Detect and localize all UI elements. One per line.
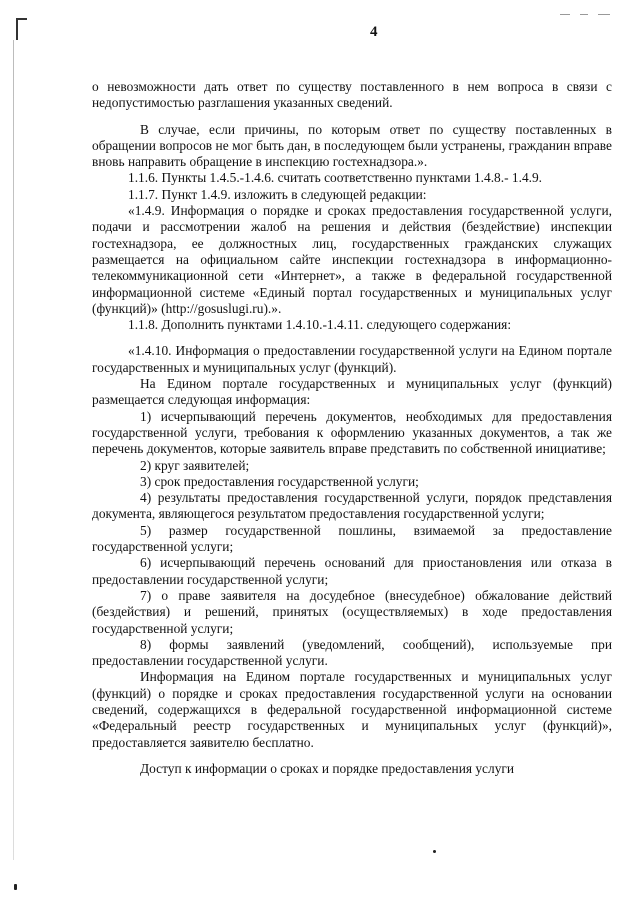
paragraph: 1.1.7. Пункт 1.4.9. изложить в следующей редакции:	[128, 186, 427, 202]
paragraph: о невозможности дать ответ по существу поставленного в нем вопроса в связи с недопустимостью разглашения указанных сведений.	[92, 79, 612, 111]
paragraph: На Едином портале государственных и муниципальных услуг (функций) размещается следующая информация:	[92, 376, 612, 408]
paragraph: Информация на Едином портале государственных и муниципальных услуг (функций) о порядке и сроках предоставления государственной услуги на основании сведений, содержащихся в федеральной государственной информационной системе «Федеральный реестр государственных и муниципальных услуг (функций)», предоставляется заявителю бесплатно.	[92, 669, 612, 750]
paragraph: «1.4.9. Информация о порядке и сроках предоставления государственной услуги, подачи и рассмотрении жалоб на решения и действия (бездействие) инспекции гостехнадзора, ее должностных лиц, государственных гражданских служащих размещается на официальном сайте инспекции гостехнадзора в информационно-телекоммуникационной сети «Интернет», а также в федеральной государственной информационной системе «Единый портал государственных и муниципальных услуг (функций)» (http://gosuslugi.ru).».	[92, 203, 612, 316]
scan-corner-mark	[16, 18, 27, 40]
scan-speck	[433, 850, 436, 853]
paragraph: 1.1.8. Дополнить пунктами 1.4.10.-1.4.11. следующего содержания:	[128, 317, 512, 333]
paragraph: «1.4.10. Информация о предоставлении государственной услуги на Едином портале государственных и муниципальных услуг (функций).	[92, 343, 612, 375]
scan-dash	[598, 14, 610, 15]
list-item: 7) о праве заявителя на досудебное (внесудебное) обжалование действий (бездействия) и решений, принятых (осуществляемых) в ходе предоставления государственной услуги;	[92, 587, 612, 636]
page-number: 4	[370, 24, 378, 40]
list-item: 4) результаты предоставления государственной услуги, порядок представления документа, являющегося результатом предоставления государственной услуги;	[92, 490, 612, 522]
paragraph: 1.1.6. Пункты 1.4.5.-1.4.6. считать соответственно пунктами 1.4.8.- 1.4.9.	[128, 170, 543, 186]
list-item: 2) круг заявителей;	[140, 457, 250, 473]
scan-dash	[560, 14, 570, 15]
list-item: 5) размер государственной пошлины, взимаемой за предоставление государственной услуги;	[92, 522, 612, 555]
document-body	[92, 79, 612, 777]
list-item: 8) формы заявлений (уведомлений, сообщений), используемые при предоставлении государственной услуги.	[92, 636, 612, 669]
scan-speck	[14, 884, 17, 890]
paragraph: Доступ к информации о сроках и порядке предоставления услуги	[140, 760, 515, 776]
list-item: 6) исчерпывающий перечень оснований для приостановления или отказа в предоставлении государственной услуги;	[92, 555, 612, 587]
list-item: 3) срок предоставления государственной услуги;	[140, 473, 419, 489]
paragraph: В случае, если причины, по которым ответ по существу поставленных в обращении вопросов не мог быть дан, в последующем были устранены, гражданин вправе вновь направить обращение в инспекцию гостехнадзора.».	[92, 121, 612, 170]
scan-edge-line	[13, 40, 14, 860]
list-item: 1) исчерпывающий перечень документов, необходимых для предоставления государственной услуги, требования к оформлению указанных документов, а так же перечень документов, которые заявитель вправе представить по собственной инициативе;	[92, 408, 612, 457]
scan-dash	[580, 14, 588, 15]
